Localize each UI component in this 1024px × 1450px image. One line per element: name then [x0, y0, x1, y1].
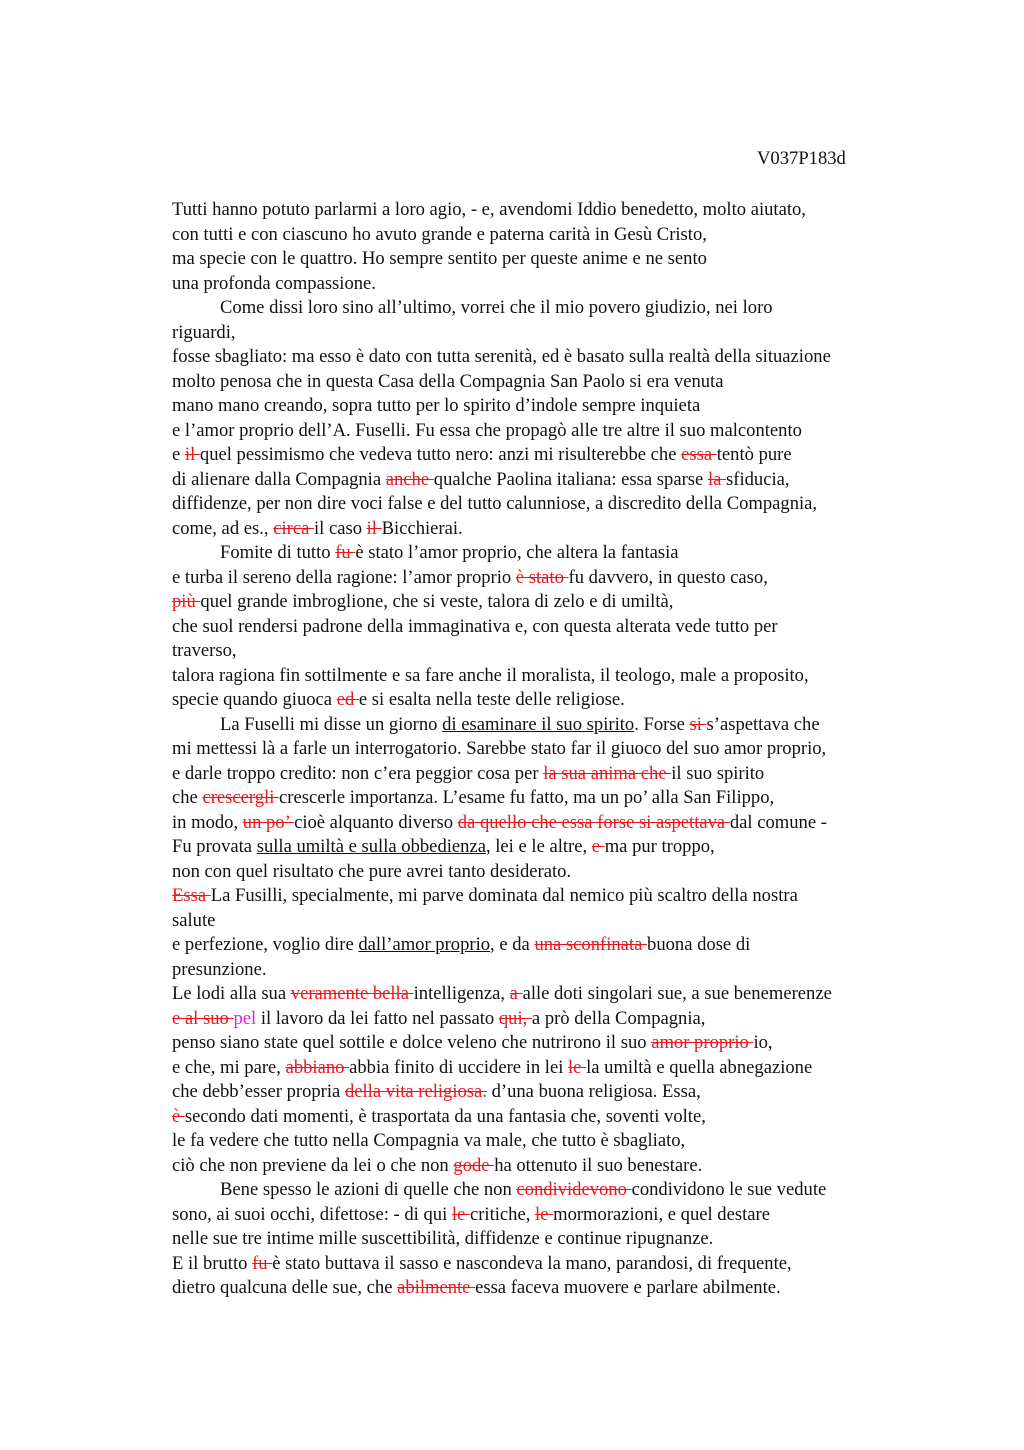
- text-segment: e turba il sereno della ragione: l’amor proprio: [172, 566, 516, 588]
- text-line: [172, 1154, 932, 1179]
- deleted-text: crescergli: [202, 787, 280, 808]
- text-segment: come, ad es.,: [172, 517, 274, 539]
- text-segment: sfiducia,: [726, 468, 790, 490]
- deleted-text: la sua anima che: [543, 762, 672, 784]
- text-line: [172, 590, 932, 615]
- text-segment: e perfezione, voglio dire: [172, 934, 359, 955]
- text-line: [172, 909, 932, 934]
- text-line: [172, 835, 932, 860]
- text-segment: s’aspettava che: [706, 713, 820, 735]
- text-segment: essa faceva muovere e parlare abilmente.: [475, 1277, 781, 1298]
- deleted-text: ed: [336, 689, 359, 710]
- deleted-text: veramente bella: [290, 983, 414, 1004]
- text-line: [172, 884, 932, 909]
- text-line: [172, 811, 932, 836]
- text-segment: il caso: [313, 517, 367, 539]
- text-segment: traverso,: [172, 640, 237, 661]
- deleted-text: a: [509, 983, 523, 1004]
- text-line: [172, 1080, 932, 1105]
- text-line: [172, 737, 932, 762]
- text-segment: è stato buttava il sasso e nascondeva la mano, parandosi, di frequente,: [272, 1252, 792, 1274]
- text-segment: crescerle importanza. L’esame fu fatto, ma un po’ alla San Filippo,: [279, 787, 775, 808]
- deleted-text: le: [535, 1203, 554, 1225]
- text-segment: il lavoro da lei fatto nel passato: [256, 1007, 499, 1029]
- text-line: [172, 443, 932, 468]
- text-segment: fosse sbagliato: ma esso è dato con tutta serenità, ed è basato sulla realtà della situazione: [172, 346, 831, 367]
- text-line: [172, 1252, 932, 1277]
- text-line: [172, 1227, 932, 1252]
- text-segment: fu davvero, in questo caso,: [568, 566, 768, 588]
- deleted-text: le: [451, 1203, 470, 1225]
- text-segment: e: [172, 444, 185, 465]
- text-segment: condividono le sue vedute: [631, 1179, 827, 1200]
- deleted-text: Essa: [172, 885, 211, 906]
- text-segment: penso siano state quel sottile e dolce veleno che nutrirono il suo: [172, 1032, 652, 1053]
- text-segment: Fomite di tutto: [220, 542, 336, 563]
- underlined-text: di esaminare il suo spirito: [442, 713, 635, 735]
- text-segment: ma specie con le quattro. Ho sempre sentito per queste anime e ne sento: [172, 248, 707, 269]
- text-segment: il suo spirito: [671, 762, 765, 784]
- text-segment: Bene spesso le azioni di quelle che non: [220, 1179, 517, 1200]
- text-line: [172, 541, 932, 566]
- text-line: [172, 198, 932, 223]
- deleted-text: il: [184, 444, 200, 465]
- text-segment: E il brutto: [172, 1252, 253, 1274]
- text-segment: che debb’esser propria: [172, 1081, 345, 1102]
- deleted-text: e: [591, 836, 605, 857]
- text-segment: ma pur troppo,: [604, 836, 715, 857]
- deleted-text: il: [366, 517, 382, 539]
- text-segment: ha ottenuto il suo benestare.: [494, 1154, 703, 1176]
- text-line: [172, 370, 932, 395]
- inserted-text: pel: [233, 1007, 257, 1029]
- text-segment: specie quando giuoca: [172, 689, 337, 710]
- deleted-text: le: [568, 1056, 587, 1078]
- text-segment: abbia finito di uccidere in lei: [349, 1056, 569, 1078]
- deleted-text: fu: [335, 542, 356, 563]
- text-segment: d’una buona religiosa. Essa,: [486, 1081, 701, 1102]
- text-segment: ciò che non previene da lei o che non: [172, 1154, 454, 1176]
- text-segment: alle doti singolari sue, a sue benemerenze: [522, 983, 832, 1004]
- text-segment: diffidenze, per non dire voci false e del tutto calunniose, a discredito della Compagnia,: [172, 493, 818, 514]
- deleted-text: una sconfinata: [534, 934, 648, 955]
- text-segment: salute: [172, 909, 216, 931]
- text-segment: in modo,: [172, 811, 243, 833]
- text-line: [172, 1178, 932, 1203]
- text-segment: Tutti hanno potuto parlarmi a loro agio, - e, avendomi Iddio benedetto, molto aiutato,: [172, 199, 806, 220]
- deleted-text: qui,: [498, 1007, 532, 1029]
- text-line: [172, 468, 932, 493]
- text-line: [172, 1129, 932, 1154]
- text-line: [172, 615, 932, 640]
- text-segment: Le lodi alla sua: [172, 983, 291, 1004]
- text-line: [172, 296, 932, 321]
- text-segment: , lei e le altre,: [485, 836, 592, 857]
- text-line: [172, 958, 932, 983]
- text-segment: sono, ai suoi occhi, difettose: - di qui: [172, 1203, 452, 1225]
- text-segment: io,: [753, 1032, 773, 1053]
- text-segment: dietro qualcuna delle sue, che: [172, 1277, 398, 1298]
- deleted-text: essa: [681, 444, 717, 465]
- text-segment: una profonda compassione.: [172, 272, 376, 294]
- text-segment: le fa vedere che tutto nella Compagnia va male, che tutto è sbagliato,: [172, 1130, 686, 1151]
- text-line: [172, 345, 932, 370]
- text-segment: presunzione.: [172, 958, 267, 980]
- text-line: [172, 517, 932, 542]
- text-segment: di alienare dalla Compagnia: [172, 468, 386, 490]
- text-segment: con tutti e con ciascuno ho avuto grande e paterna carità in Gesù Cristo,: [172, 223, 707, 245]
- deleted-text: è stato: [515, 566, 569, 588]
- text-line: [172, 933, 932, 958]
- text-segment: critiche,: [469, 1203, 536, 1225]
- document-id: V037P183d: [757, 148, 846, 169]
- deleted-text: circa: [273, 517, 314, 539]
- deleted-text: si: [689, 713, 707, 735]
- underlined-text: sulla umiltà e sulla obbedienza: [256, 836, 486, 857]
- text-segment: buona dose di: [647, 934, 751, 955]
- text-line: [172, 639, 932, 664]
- text-line: [172, 247, 932, 272]
- text-line: [172, 1105, 932, 1130]
- deleted-text: abilmente: [397, 1277, 476, 1298]
- text-line: [172, 860, 932, 885]
- deleted-text: fu: [252, 1252, 273, 1274]
- deleted-text: della vita religiosa.: [344, 1081, 487, 1102]
- text-segment: secondo dati momenti, è trasportata da una fantasia che, soventi volte,: [184, 1105, 706, 1127]
- underlined-text: dall’amor proprio: [358, 934, 491, 955]
- text-segment: che suol rendersi padrone della immaginativa e, con questa alterata vede tutto per: [172, 615, 778, 637]
- deleted-text: è: [172, 1105, 185, 1127]
- text-line: [172, 272, 932, 297]
- text-segment: mormorazioni, e quel destare: [553, 1203, 770, 1225]
- letter-body: [172, 198, 932, 1301]
- text-segment: dal comune -: [729, 811, 827, 833]
- text-segment: . Forse: [634, 713, 690, 735]
- deleted-text: gode: [453, 1154, 495, 1176]
- text-line: [172, 982, 932, 1007]
- text-segment: , e da: [490, 934, 535, 955]
- text-line: [172, 1031, 932, 1056]
- text-segment: Come dissi loro sino all’ultimo, vorrei che il mio povero giudizio, nei loro: [220, 297, 773, 318]
- text-segment: mano mano creando, sopra tutto per lo spirito d’indole sempre inquieta: [172, 395, 701, 416]
- text-line: [172, 688, 932, 713]
- text-segment: quel grande imbroglione, che si veste, talora di zelo e di umiltà,: [200, 591, 674, 612]
- text-segment: cioè alquanto diverso: [294, 811, 458, 833]
- text-line: [172, 1276, 932, 1301]
- text-segment: Fu provata: [172, 836, 257, 857]
- text-segment: Bicchierai.: [381, 517, 463, 539]
- text-segment: mi mettessi là a farle un interrogatorio. Sarebbe stato far il giuoco del suo amor proprio,: [172, 738, 827, 759]
- text-line: [172, 664, 932, 689]
- text-segment: a prò della Compagnia,: [531, 1007, 706, 1029]
- text-line: [172, 321, 932, 346]
- text-line: [172, 1203, 932, 1228]
- text-line: [172, 786, 932, 811]
- deleted-text: la: [707, 468, 727, 490]
- text-segment: La Fuselli mi disse un giorno: [220, 713, 443, 735]
- text-segment: la umiltà e quella abnegazione: [586, 1056, 813, 1078]
- text-segment: qualche Paolina italiana: essa sparse: [433, 468, 708, 490]
- text-segment: molto penosa che in questa Casa della Compagnia San Paolo si era venuta: [172, 370, 724, 392]
- text-line: [172, 1007, 932, 1032]
- deleted-text: abbiano: [285, 1056, 350, 1078]
- text-segment: e che, mi pare,: [172, 1056, 286, 1078]
- text-line: [172, 713, 932, 738]
- text-segment: e si esalta nella teste delle religiose.: [358, 689, 625, 710]
- text-line: [172, 394, 932, 419]
- text-line: [172, 419, 932, 444]
- text-segment: e l’amor proprio dell’A. Fuselli. Fu essa che propagò alle tre altre il suo malcontento: [172, 419, 802, 441]
- deleted-text: più: [172, 591, 201, 612]
- text-segment: La Fusilli, specialmente, mi parve dominata dal nemico più scaltro della nostra: [210, 885, 798, 906]
- deleted-text: da quello che essa forse si aspettava: [457, 811, 730, 833]
- deleted-text: amor proprio: [651, 1032, 754, 1053]
- text-segment: tentò pure: [716, 444, 792, 465]
- text-segment: non con quel risultato che pure avrei tanto desiderato.: [172, 860, 572, 882]
- deleted-text: anche: [385, 468, 434, 490]
- deleted-text: e al suo: [172, 1007, 234, 1029]
- text-segment: che: [172, 787, 203, 808]
- text-line: [172, 223, 932, 248]
- text-segment: e darle troppo credito: non c’era peggior cosa per: [172, 762, 544, 784]
- text-segment: talora ragiona fin sottilmente e sa fare anche il moralista, il teologo, male a proposito,: [172, 664, 809, 686]
- text-segment: quel pessimismo che vedeva tutto nero: anzi mi risulterebbe che: [199, 444, 682, 465]
- text-line: [172, 566, 932, 591]
- text-line: [172, 762, 932, 787]
- text-line: [172, 492, 932, 517]
- text-line: [172, 1056, 932, 1081]
- deleted-text: un po’: [242, 811, 295, 833]
- text-segment: nelle sue tre intime mille suscettibilità, diffidenze e continue ripugnanze.: [172, 1228, 714, 1249]
- text-segment: riguardi,: [172, 321, 236, 343]
- text-segment: intelligenza,: [413, 983, 510, 1004]
- deleted-text: condividevono: [516, 1179, 632, 1200]
- text-segment: è stato l’amor proprio, che altera la fantasia: [355, 542, 679, 563]
